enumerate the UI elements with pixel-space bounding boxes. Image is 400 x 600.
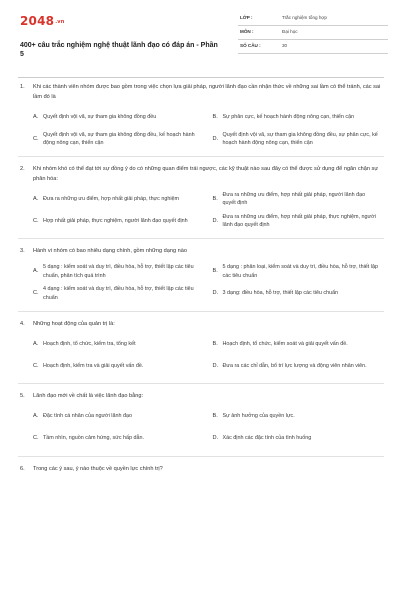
option-d[interactable] xyxy=(213,210,385,232)
question-divider xyxy=(18,383,384,384)
option-text: Tầm nhìn, nguồn cảm hứng, sức hấp dẫn. xyxy=(43,435,145,442)
meta-value: Đại học xyxy=(282,29,298,34)
meta-row-subject xyxy=(238,26,388,40)
option-text: Hợp nhất giải pháp, thực nghiệm, người lãnh đạo quyết định xyxy=(43,217,188,224)
option-a[interactable] xyxy=(33,406,205,428)
question-divider xyxy=(18,156,384,157)
question-text xyxy=(18,392,384,402)
meta-value: 30 xyxy=(282,43,288,48)
logo-text: 2048 xyxy=(20,14,55,28)
option-text: Đưa ra những ưu điểm, hợp nhất giải pháp, người lãnh đạo quyết định xyxy=(222,191,366,206)
option-text: Hoạch định, tổ chức, kiểm soát và giải quyết vấn đề. xyxy=(222,340,348,347)
question-3 xyxy=(18,247,384,312)
option-c[interactable] xyxy=(33,283,205,305)
question-divider xyxy=(18,311,384,312)
option-text: Đưa ra các chỉ dẫn, bổ trí lực lượng và động viên nhân viên. xyxy=(222,362,367,369)
option-grid xyxy=(18,261,384,305)
question-6 xyxy=(18,465,384,475)
question-number: 2. xyxy=(20,166,25,172)
option-letter: C. xyxy=(33,135,39,142)
option-text: Sự ảnh hưởng của quyền lực. xyxy=(222,413,295,420)
option-text: Quyết định vội vã, sự tham gia không đồng đều xyxy=(43,113,157,120)
meta-key: LỚP : xyxy=(240,15,253,20)
logo-tld: .vn xyxy=(55,18,65,25)
question-text xyxy=(18,83,384,102)
option-letter: D. xyxy=(212,217,219,224)
option-text: Đưa ra những ưu điểm, hợp nhất giải pháp, thực nghiệm, người lãnh đạo quyết định xyxy=(222,213,376,228)
question-number: 1. xyxy=(20,84,25,90)
option-text: Quyết định vội vã, sự tham gia không đồng đều, sự phân cực, kế hoạch hành động nông cạn, thiển cận xyxy=(222,131,378,146)
option-grid xyxy=(18,406,384,450)
option-letter: A. xyxy=(33,340,39,347)
option-text: Hoạch định, tổ chức, kiểm tra, tổng kết xyxy=(43,340,136,347)
option-grid xyxy=(18,333,384,377)
document-title: 400+ câu trắc nghiệm nghệ thuật lãnh đạo có đáp án - Phần 5 xyxy=(20,42,218,58)
option-letter: D. xyxy=(212,135,219,142)
meta-key: MÔN : xyxy=(240,29,254,34)
option-text: Xác định các đặc tính của tình huống xyxy=(222,435,312,442)
option-text: 3 dạng: điều hòa, hỗ trợ, thiết lập các tiêu chuẩn xyxy=(222,290,339,297)
question-number: 5. xyxy=(20,393,25,399)
option-letter: A. xyxy=(33,413,39,420)
meta-row-class xyxy=(238,12,388,26)
option-text: Hoạch định, kiểm tra và giải quyết vấn đề. xyxy=(43,362,144,369)
option-letter: A. xyxy=(33,113,39,120)
meta-key: SỐ CÂU : xyxy=(240,43,261,48)
option-letter: C. xyxy=(33,435,39,442)
option-letter: C. xyxy=(33,290,39,297)
option-letter: B. xyxy=(212,113,218,120)
option-d[interactable] xyxy=(213,283,385,305)
option-letter: D. xyxy=(212,290,219,297)
option-a[interactable] xyxy=(33,188,205,210)
question-stem: Khi các thành viên nhóm được bao gồm trong việc chọn lựa giải pháp, người lãnh đạo cần nhận thức về những sai lầm có thể tránh, các sai lầm đó là xyxy=(33,84,381,100)
option-a[interactable] xyxy=(33,333,205,355)
question-text xyxy=(18,165,384,184)
option-d[interactable] xyxy=(213,428,385,450)
option-text: 5 dạng : kiểm soát và duy trì, điều hòa, hỗ trợ, thiết lập các tiêu chuẩn, phân tích quá trình xyxy=(43,264,194,279)
question-text xyxy=(18,320,384,330)
option-letter: A. xyxy=(33,195,39,202)
option-letter: B. xyxy=(212,268,218,275)
option-letter: D. xyxy=(212,435,219,442)
option-c[interactable] xyxy=(33,355,205,377)
option-letter: C. xyxy=(33,217,39,224)
option-b[interactable] xyxy=(213,261,385,283)
option-text: Sự phân cực, kế hoạch hành động nông cạn, thiển cận xyxy=(222,113,355,120)
option-b[interactable] xyxy=(213,188,385,210)
question-divider xyxy=(18,456,384,457)
option-letter: B. xyxy=(212,195,218,202)
option-text: Đặc tính cá nhân của người lãnh đạo xyxy=(43,413,132,420)
question-5 xyxy=(18,392,384,457)
option-text: 5 dạng : phân loại, kiểm soát và duy trì, điều hòa, hỗ trợ, thiết lập các tiêu chuẩn xyxy=(222,264,378,279)
option-text: Đưa ra những ưu điểm, hợp nhất giải pháp, thực nghiệm xyxy=(43,195,180,202)
meta-table xyxy=(238,12,388,54)
meta-value: Trắc nghiệm tổng hợp xyxy=(282,15,327,20)
site-logo[interactable] xyxy=(20,14,65,28)
question-4 xyxy=(18,320,384,385)
option-c[interactable] xyxy=(33,128,205,150)
question-number: 4. xyxy=(20,320,25,327)
option-text: 4 dạng : kiểm soát và duy trì, điều hòa, hỗ trợ, thiết lập các tiêu chuẩn xyxy=(43,286,194,301)
question-number: 6. xyxy=(20,465,25,472)
option-text: Quyết định vội vã, sự tham gia không đồng đều, kế hoạch hành động nông cạn, thiển cận xyxy=(43,131,195,146)
option-a[interactable] xyxy=(33,106,205,128)
document-header xyxy=(18,10,384,66)
option-letter: B. xyxy=(212,340,218,347)
option-b[interactable] xyxy=(213,106,385,128)
question-stem: Những hoạt động của quản trị là: xyxy=(33,320,115,327)
question-list xyxy=(18,83,384,474)
question-number: 3. xyxy=(20,248,25,254)
option-c[interactable] xyxy=(33,210,205,232)
option-d[interactable] xyxy=(213,355,385,377)
question-stem: Hành vi nhóm có bao nhiêu dạng chính, gồm những dạng nào xyxy=(33,248,187,254)
question-text xyxy=(18,247,384,257)
question-2 xyxy=(18,165,384,239)
option-b[interactable] xyxy=(213,333,385,355)
header-divider xyxy=(18,77,384,78)
option-letter: A. xyxy=(33,268,39,275)
question-stem: Lãnh đạo mới về chất là việc lãnh đạo bằng: xyxy=(33,393,144,399)
question-1 xyxy=(18,83,384,157)
option-grid xyxy=(18,106,384,150)
option-b[interactable] xyxy=(213,406,385,428)
question-stem: Trong các ý sau, ý nào thuộc về quyền lực chính trị? xyxy=(33,465,163,472)
option-a[interactable] xyxy=(33,261,205,283)
option-c[interactable] xyxy=(33,428,205,450)
option-letter: B. xyxy=(212,413,218,420)
option-letter: D. xyxy=(212,362,219,369)
question-stem: Khi nhóm khó có thể đạt tới sự đồng ý do có những quan điểm trái ngược, các kỹ thuật nào sau đây có thể được sử dụng để ngăn chặn sự phân hóa: xyxy=(33,166,379,182)
question-text xyxy=(18,465,384,475)
option-d[interactable] xyxy=(213,128,385,150)
question-divider xyxy=(18,238,384,239)
option-letter: C. xyxy=(33,362,39,369)
option-grid xyxy=(18,188,384,232)
meta-row-count xyxy=(238,40,388,54)
